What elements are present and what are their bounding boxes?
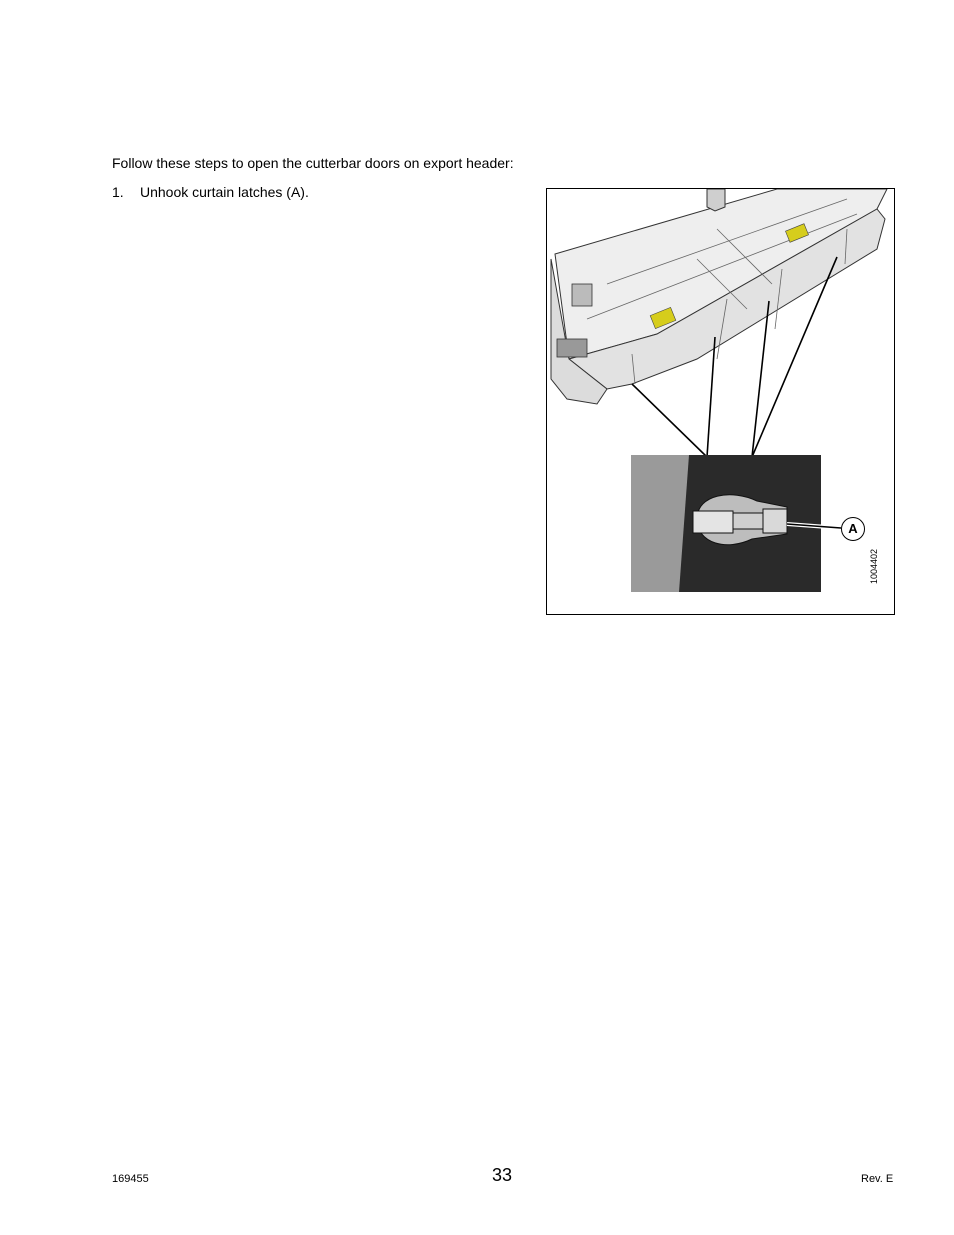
intro-text: Follow these steps to open the cutterbar doors on export header:: [112, 155, 514, 171]
page-footer: [0, 1165, 954, 1195]
figure-id: 1004402: [869, 548, 879, 584]
page-number: 33: [492, 1165, 513, 1185]
header-drawing: [547, 189, 895, 615]
document-number: 169455: [112, 1173, 149, 1185]
step-number: 1.: [112, 184, 124, 200]
figure-header-illustration: [546, 188, 895, 615]
revision: Rev. E: [861, 1173, 894, 1185]
step-item: [112, 184, 309, 200]
step-text: Unhook curtain latches (A).: [140, 184, 309, 200]
callout-a: A: [841, 517, 865, 541]
